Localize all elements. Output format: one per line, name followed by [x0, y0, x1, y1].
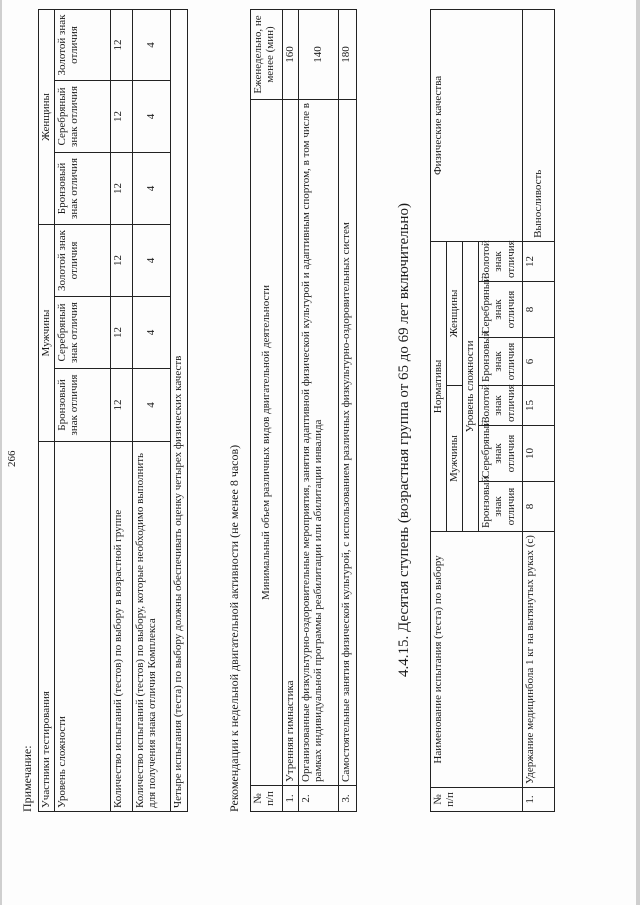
- level-header: Уровень сложности: [463, 241, 479, 531]
- weekly-activity-table-region: [250, 10, 357, 812]
- badges-count-table: [38, 9, 188, 812]
- women-gold-header: Золотой знак отличия: [55, 9, 111, 80]
- note-label: Примечание:: [20, 745, 34, 812]
- men-header: Мужчины: [39, 224, 55, 441]
- value-cell: 12: [111, 297, 133, 369]
- men-bronze-header: Бронзовый знак отличия: [55, 369, 111, 442]
- value-cell: 4: [133, 369, 171, 442]
- women-header: Женщины: [39, 9, 55, 224]
- row-value: 140: [299, 10, 339, 100]
- row-value: 180: [339, 10, 357, 100]
- table-row: [133, 9, 171, 811]
- table-row: [523, 9, 555, 811]
- value-cell: 12: [111, 369, 133, 442]
- value-cell: 4: [133, 9, 171, 80]
- num-header: № п/п: [251, 786, 283, 812]
- row-num: 1.: [283, 786, 299, 812]
- table-row: [299, 10, 339, 812]
- participants-label: Участники тестирования: [39, 442, 55, 812]
- value-cell: 4: [133, 224, 171, 296]
- test-name: Удержание медицинбола 1 кг на вытянутых руках (с): [523, 532, 555, 788]
- women-header: Женщины: [447, 241, 463, 385]
- row-text: Самостоятельные занятия физической культурой, с использованием различных физкультурно-оздоровительных систем: [339, 100, 357, 786]
- level-label: Уровень сложности: [55, 442, 111, 812]
- row-num: 1.: [523, 788, 555, 812]
- value-cell: 12: [111, 80, 133, 152]
- value-cell: 12: [523, 241, 555, 281]
- row-text: Организованные физкультурно-оздоровительные мероприятия, занятия адаптивной физической культурой и адаптивным спортом, в том числе в рамках индивидуальной программы реабилитации или абилитации инвалида: [299, 100, 339, 786]
- norms-table-region: [430, 10, 555, 812]
- test-name-header: Наименование испытания (теста) по выбору: [431, 532, 523, 788]
- women-gold-header: Золотой знак отличия: [479, 241, 523, 281]
- quality-header: Физические качества: [431, 9, 523, 241]
- row-num: 3.: [339, 786, 357, 812]
- num-header: № п/п: [431, 788, 523, 812]
- badges-count-table-region: [38, 10, 195, 812]
- value-cell: 12: [111, 9, 133, 80]
- section-title: 4.4.15. Десятая ступень (возрастная группа от 65 до 69 лет включительно): [396, 203, 412, 677]
- row-value: 160: [283, 10, 299, 100]
- value-cell: 12: [111, 224, 133, 296]
- value-cell: 8: [523, 482, 555, 532]
- value-cell: 10: [523, 426, 555, 482]
- weekly-header: Еженедельно, не менее (мин): [251, 10, 283, 100]
- women-silver-header: Серебряный знак отличия: [55, 80, 111, 152]
- women-bronze-header: Бронзовый знак отличия: [479, 338, 523, 386]
- table-row: [111, 9, 133, 811]
- value-cell: 6: [523, 338, 555, 386]
- table-footer-note: Четыре испытания (теста) по выбору должны обеспечивать оценку четырех физических качеств: [171, 9, 188, 811]
- row-label: Количество испытаний (тестов) по выбору, которые необходимо выполнить для получения знака отличия Комплекса: [133, 442, 171, 812]
- value-cell: 4: [133, 80, 171, 152]
- men-gold-header: Золотой знак отличия: [55, 224, 111, 296]
- women-silver-header: Серебряный знак отличия: [479, 282, 523, 338]
- row-num: 2.: [299, 786, 339, 812]
- activity-header: Минимальный объем различных видов двигательной деятельности: [251, 100, 283, 786]
- recommendations-title: Рекомендации к недельной двигательной активности (не менее 8 часов): [227, 444, 241, 812]
- value-cell: 12: [111, 152, 133, 224]
- row-label: Количество испытаний (тестов) по выбору в возрастной группе: [111, 442, 133, 812]
- value-cell: 4: [133, 152, 171, 224]
- norms-table: [430, 9, 555, 812]
- value-cell: 4: [133, 297, 171, 369]
- row-text: Утренняя гимнастика: [283, 100, 299, 786]
- norms-header: Нормативы: [431, 241, 447, 531]
- value-cell: 15: [523, 386, 555, 426]
- men-silver-header: Серебряный знак отличия: [55, 297, 111, 369]
- men-header: Мужчины: [447, 386, 463, 532]
- table-row: [339, 10, 357, 812]
- men-gold-header: Золотой знак отличия: [479, 386, 523, 426]
- weekly-activity-table: [250, 9, 357, 812]
- quality-cell: Выносливость: [523, 9, 555, 241]
- value-cell: 8: [523, 282, 555, 338]
- table-row: [283, 10, 299, 812]
- women-bronze-header: Бронзовый знак отличия: [55, 152, 111, 224]
- page-number: 266: [6, 450, 18, 467]
- men-silver-header: Серебряный знак отличия: [479, 426, 523, 482]
- men-bronze-header: Бронзовый знак отличия: [479, 482, 523, 532]
